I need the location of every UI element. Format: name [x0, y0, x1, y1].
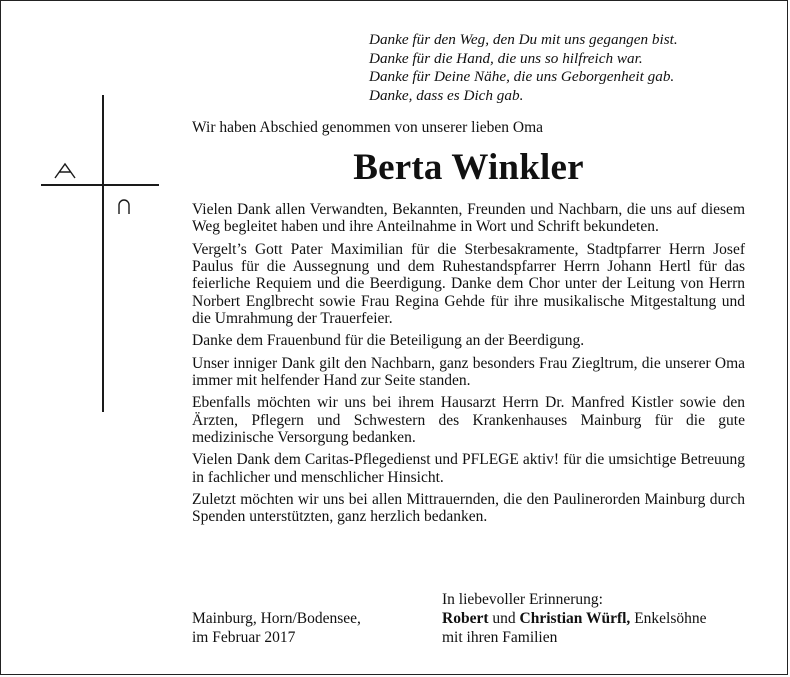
family-line-2: mit ihren Familien	[442, 629, 558, 646]
signer-name: Christian Würfl,	[519, 610, 631, 627]
place-line: Mainburg, Horn/Bodensee,	[192, 610, 361, 627]
signer-name: Robert	[442, 610, 489, 627]
cross-horizontal-bar	[41, 184, 159, 186]
paragraph: Vergelt’s Gott Pater Maximilian für die Sterbesakramente, Stadtpfarrer Herrn Josef Paulus für die Aussegnung und dem Ruhestandspfarrer Herrn Johann Hertl für das feierliche Requiem und die Beerdigung. Danke dem Chor unter der Leitung von Herrn Norbert Englbrecht sowie Frau Regina Gehde für ihre musikalische Mitgestaltung und die Umrahmung der Trauerfeier.	[192, 240, 745, 328]
poem-line: Danke für Deine Nähe, die uns Geborgenheit gab.	[369, 68, 675, 85]
paragraph: Vielen Dank dem Caritas-Pflegedienst und PFLEGE aktiv! für die umsichtige Betreuung in fachlicher und menschlicher Hinsicht.	[192, 451, 745, 486]
omega-symbol-icon	[116, 199, 132, 215]
paragraph: Unser inniger Dank gilt den Nachbarn, ganz besonders Frau Ziegltrum, die unserer Oma immer mit helfender Hand zur Seite standen.	[192, 354, 745, 390]
poem-line: Danke, dass es Dich gab.	[369, 86, 524, 104]
conjunction: und	[488, 610, 520, 627]
intro-line: Wir haben Abschied genommen von unserer lieben Oma	[192, 119, 544, 136]
memory-line: In liebevoller Erinnerung:	[442, 591, 603, 608]
poem-line: Danke für den Weg, den Du mit uns gegangen bist.	[369, 31, 678, 48]
place-date	[192, 609, 361, 647]
paragraph: Zuletzt möchten wir uns bei allen Mittrauernden, die den Paulinerorden Mainburg durch Spenden unterstützten, ganz herzlich bedanken.	[192, 490, 745, 526]
paragraph: Ebenfalls möchten wir uns bei ihrem Hausarzt Herrn Dr. Manfred Kistler sowie den Ärzten, Pflegern und Schwestern des Krankenhauses Mainburg für die gute medizinische Versorgung bedanken.	[192, 394, 745, 447]
date-line: im Februar 2017	[192, 629, 296, 646]
family-line	[442, 609, 707, 628]
alpha-symbol-icon	[53, 162, 77, 180]
poem-line: Danke für die Hand, die uns so hilfreich war.	[369, 49, 643, 67]
family-signature	[442, 609, 707, 647]
thanks-text	[192, 201, 745, 530]
paragraph: Vielen Dank allen Verwandten, Bekannten, Freunden und Nachbarn, die uns auf diesem Weg begleitet haben und ihre Anteilnahme in Wort und Schrift bekundeten.	[192, 201, 745, 236]
relation-label: Enkelsöhne	[630, 610, 707, 627]
paragraph: Danke dem Frauenbund für die Beteiligung an der Beerdigung.	[192, 332, 585, 350]
cross-vertical-bar	[102, 95, 104, 412]
deceased-name: Berta Winkler	[353, 147, 584, 188]
poem	[369, 31, 769, 105]
